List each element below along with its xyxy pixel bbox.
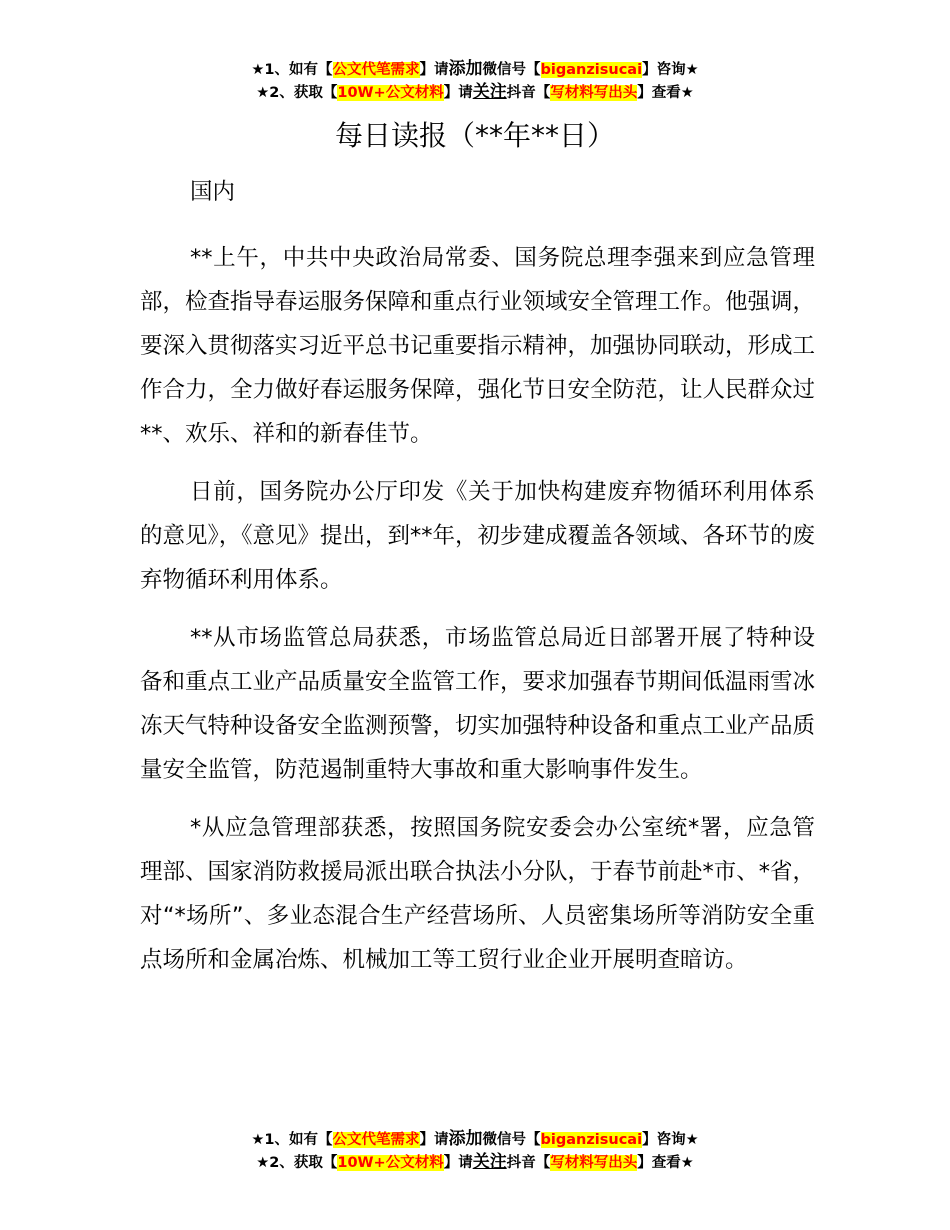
banner-text: 抖音【 [506,1155,551,1171]
section-heading: 国内 [190,179,236,205]
banner-text: ★1、如有【 [251,62,333,78]
banner-emphasis: 关注 [472,82,507,102]
top-banner [0,58,950,104]
banner-highlight-service: 公文代笔需求 [332,1132,420,1148]
banner-highlight-service: 公文代笔需求 [332,62,420,78]
document-body [140,170,815,982]
paragraph-3: **从市场监管总局获悉，市场监管总局近日部署开展了特种设备和重点工业产品质量安全监管工作，要求加强春节期间低温雨雪冰冻天气特种设备安全监测预警，切实加强特种设备和重点工业产品质量安全监管，防范遏制重特大事故和重大影响事件发生。 [140,625,816,783]
banner-text: 】咨询★ [642,62,699,78]
banner-highlight-douyin: 写材料写出头 [550,1155,638,1171]
banner-highlight-wechat: biganzisucai [540,1132,643,1148]
banner-text: 抖音【 [506,85,551,101]
paragraph-1: **上午，中共中央政治局常委、国务院总理李强来到应急管理部，检查指导春运服务保障和重点行业领域安全管理工作。他强调，要深入贯彻落实习近平总书记重要指示精神，加强协同联动，形成工作合力，全力做好春运服务保障，强化节日安全防范，让人民群众过**、欢乐、祥和的新春佳节。 [140,245,816,447]
banner-line-1 [0,58,950,81]
banner-highlight-materials: 10W+公文材料 [337,85,444,101]
banner-line-2 [0,1151,950,1174]
banner-text: 】查看★ [637,1155,694,1171]
banner-text: 】请 [443,85,473,101]
banner-emphasis: 关注 [472,1152,507,1172]
banner-line-1 [0,1128,950,1151]
banner-highlight-douyin: 写材料写出头 [550,85,638,101]
banner-emphasis: 添加 [448,1129,483,1149]
banner-text: 】查看★ [637,85,694,101]
banner-text: ★2、获取【 [256,1155,338,1171]
banner-emphasis: 添加 [448,59,483,79]
banner-text: ★1、如有【 [251,1132,333,1148]
paragraph-2: 日前，国务院办公厅印发《关于加快构建废弃物循环利用体系的意见》，《意见》提出，到**年，初步建成覆盖各领域、各环节的废弃物循环利用体系。 [140,479,816,593]
banner-text: 】请 [419,1132,449,1148]
banner-highlight-materials: 10W+公文材料 [337,1155,444,1171]
banner-text: ★2、获取【 [256,85,338,101]
banner-text: 】请 [419,62,449,78]
banner-text: 】请 [443,1155,473,1171]
paragraph-4: *从应急管理部获悉，按照国务院安委会办公室统*署，应急管理部、国家消防救援局派出联合执法小分队，于春节前赴*市、*省，对“*场所”、多业态混合生产经营场所、人员密集场所等消防安全重点场所和金属冶炼、机械加工等工贸行业企业开展明查暗访。 [140,815,816,973]
page-title: 每日读报（**年**日） [334,119,615,152]
banner-text: 】咨询★ [642,1132,699,1148]
banner-text: 微信号【 [482,1132,541,1148]
bottom-banner [0,1128,950,1174]
banner-highlight-wechat: biganzisucai [540,62,643,78]
banner-text: 微信号【 [482,62,541,78]
banner-line-2 [0,81,950,104]
